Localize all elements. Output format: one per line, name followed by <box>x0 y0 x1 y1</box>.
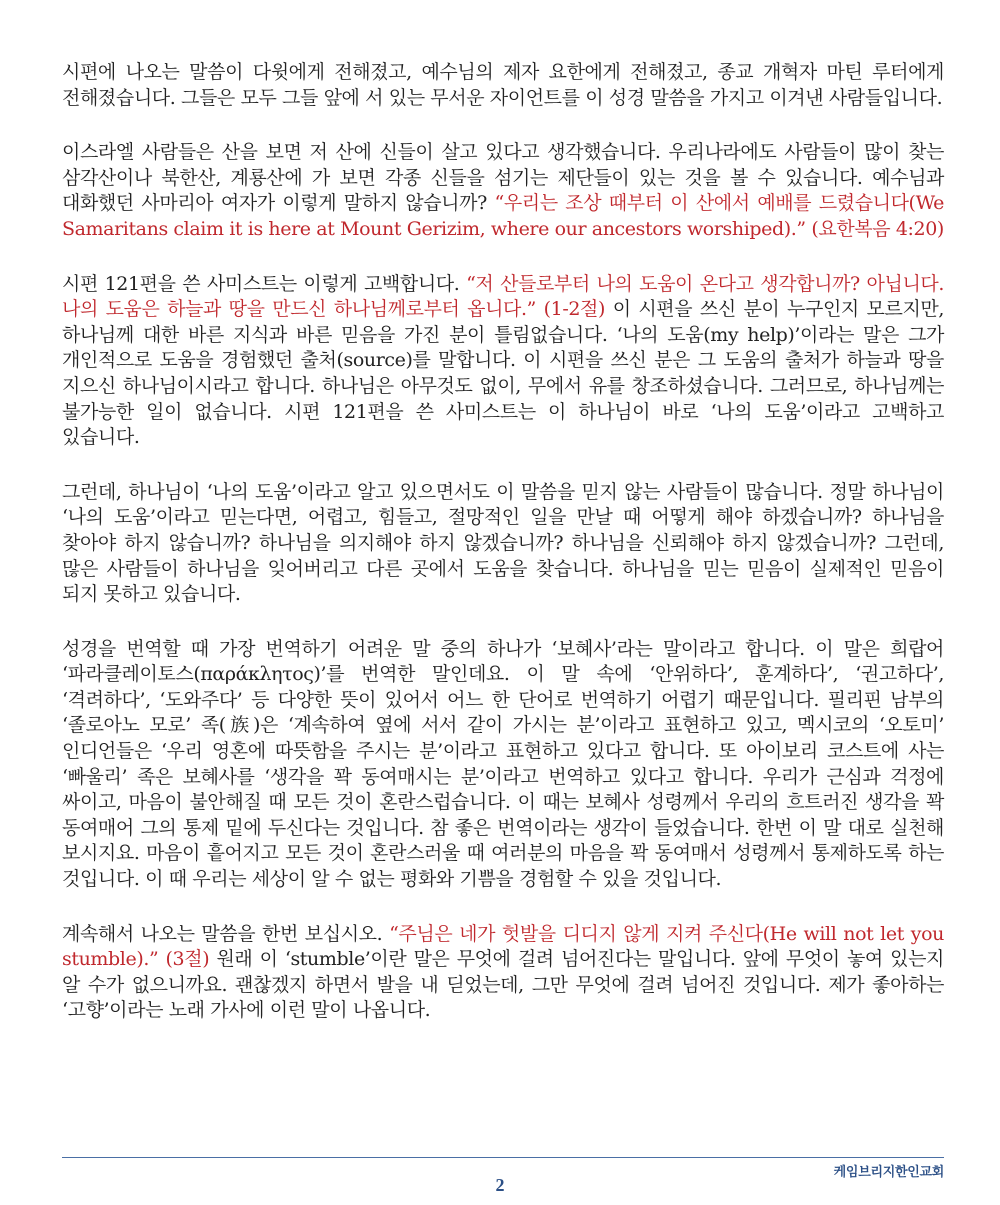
paragraph <box>62 637 944 893</box>
page-number: 2 <box>495 1175 505 1195</box>
quote-text: “저 산들로부터 나의 도움이 온다고 생각합니까? 아닙니다. 나의 도움은 하늘과 땅을 만드신 하나님께로부터 옵니다.” <box>62 272 944 321</box>
paragraph-text: 원래 이 ‘stumble’이란 말은 무엇에 걸려 넘어진다는 말입니다. 앞에 무엇이 놓여 있는지 알 수가 없으니까요. 괜찮겠지 하면서 발을 내 딛었는데, 그만 무엇에 걸려 넘어진 것입니다. 제가 좋아하는 ‘고향’이라는 노래 가사에 이런 말이 나옵니다. <box>62 948 944 1022</box>
document-body <box>62 60 944 1053</box>
paragraph <box>62 272 944 451</box>
quote-text: “주님은 네가 헛발을 디디지 않게 지켜 주신다(He will not let you stumble).” <box>62 922 944 971</box>
quote-text: (1-2절) <box>535 298 606 321</box>
quote-text: “우리는 조상 때부터 이 산에서 예배를 드렸습니다(We Samaritans claim it is here at Mount Gerizim, where our ancestors worshiped).” <box>62 192 944 240</box>
church-name: 케임브리지한인교회 <box>833 1165 944 1180</box>
paragraph <box>62 140 944 242</box>
paragraph-text: 시편 121편을 쓴 사미스트는 이렇게 고백합니다. <box>62 272 467 295</box>
quote-text: (3절) <box>158 948 210 971</box>
paragraph-text: 계속해서 나오는 말씀을 한번 보십시오. <box>62 922 390 945</box>
paragraph-text: 이 시편을 쓰신 분이 누구인지 모르지만, 하나님께 대한 바른 지식과 바른 믿음을 가진 분이 틀림없습니다. ‘나의 도움(my help)’이라는 말은 그가 개인적으로 도움을 경험했던 출처(source)를 말합니다. 이 시편을 쓰신 분은 그 도움의 출처가 하늘과 땅을 지으신 하나님이시라고 합니다. 하나님은 아무것도 없이, 무에서 유를 창조하셨습니다. 그러므로, 하나님께는 불가능한 일이 없습니다. 시편 121편을 쓴 사미스트는 이 하나님이 바로 ‘나의 도움’이라고 고백하고 있습니다. <box>62 298 945 449</box>
quote-text: (요한복음 4:20) <box>805 217 944 240</box>
paragraph-text: 그런데, 하나님이 ‘나의 도움’이라고 알고 있으면서도 이 말씀을 믿지 않는 사람들이 많습니다. 정말 하나님이 ‘나의 도움’이라고 믿는다면, 어렵고, 힘들고, 절망적인 일을 만날 때 어떻게 해야 하겠습니까? 하나님을 찾아야 하지 않습니까? 하나님을 의지해야 하지 않겠습니까? 하나님을 신뢰해야 하지 않겠습니까? 그런데, 많은 사람들이 하나님을 잊어버리고 다른 곳에서 도움을 찾습니다. 하나님을 믿는 믿음이 실제적인 믿음이 되지 못하고 있습니다. <box>62 480 944 606</box>
paragraph-text: 시편에 나오는 말씀이 다윗에게 전해졌고, 예수님의 제자 요한에게 전해졌고, 종교 개혁자 마틴 루터에게 전해졌습니다. 그들은 모두 그들 앞에 서 있는 무서운 자이언트를 이 성경 말씀을 가지고 이겨낸 사람들입니다. <box>62 61 944 109</box>
paragraph-text: 성경을 번역할 때 가장 번역하기 어려운 말 중의 하나가 ‘보혜사’라는 말이라고 합니다. 이 말은 희랍어 ‘파라클레이토스(παράκλητος)’를 번역한 말인데요. 이 말 속에 ‘안위하다’, 훈계하다’, ‘권고하다’, ‘격려하다’, ‘도와주다’ 등 다양한 뜻이 있어서 어느 한 단어로 번역하기 어렵기 때문입니다. 필리핀 남부의 ‘졸로아노 모로’ 족(族)은 ‘계속하여 옆에 서서 같이 가시는 분’이라고 표현하고 있고, 멕시코의 ‘오토미’ 인디언들은 ‘우리 영혼에 따뜻함을 주시는 분’이라고 표현하고 있다고 합니다. 또 아이보리 코스트에 사는 ‘빠울리’ 족은 보혜사를 ‘생각을 꽉 동여매시는 분’이라고 번역하고 있다고 합니다. 우리가 근심과 걱정에 싸이고, 마음이 불안해질 때 모든 것이 혼란스럽습니다. 이 때는 보혜사 성령께서 우리의 흐트러진 생각을 꽉 동여매어 그의 통제 밑에 두신다는 것입니다. 참 좋은 번역이라는 생각이 들었습니다. 한번 이 말 대로 실천해 보시지요. 마음이 흩어지고 모든 것이 혼란스러울 때 여러분의 마음을 꽉 동여매서 성령께서 통제하도록 하는 것입니다. 이 때 우리는 세상이 알 수 없는 평화와 기쁨을 경험할 수 있을 것입니다. <box>62 637 944 891</box>
paragraph <box>62 480 944 608</box>
paragraph <box>62 60 944 111</box>
paragraph-text: 이스라엘 사람들은 산을 보면 저 산에 신들이 살고 있다고 생각했습니다. 우리나라에도 사람들이 많이 찾는 삼각산이나 북한산, 계룡산에 가 보면 각종 신들을 섬기는 제단들이 있는 것을 볼 수 있습니다. 예수님과 대화했던 사마리아 여자가 이렇게 말하지 않습니까? <box>62 141 944 215</box>
paragraph <box>62 922 944 1024</box>
footer-divider <box>62 1157 944 1158</box>
